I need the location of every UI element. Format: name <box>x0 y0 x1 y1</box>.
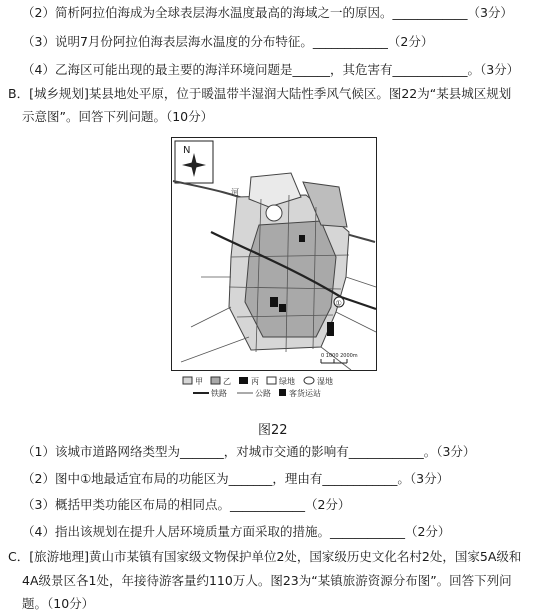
scale-label: 0 1000 2000m <box>321 353 358 359</box>
figure-caption: 图22 <box>258 423 288 438</box>
legend-jia: 甲 <box>195 377 203 386</box>
section-c-heading-end: 题。（10分） <box>22 596 95 611</box>
compass-icon <box>175 141 213 183</box>
legend-yi: 乙 <box>223 377 231 386</box>
legend-bing: 丙 <box>251 377 259 386</box>
legend-green: 绿地 <box>279 377 295 386</box>
legend-station: 客货运站 <box>289 389 321 398</box>
section-b-heading-cont: 示意图”。回答下列问题。（10分） <box>22 109 214 124</box>
question-2-text: （2）简析阿拉伯海成为全球表层海水温度最高的海域之一的原因。____________（3分） <box>22 5 513 20</box>
question-b3-text: （3）概括甲类功能区布局的相同点。____________（2分） <box>22 497 351 512</box>
question-3-text: （3）说明7月份阿拉伯海表层海水温度的分布特征。____________（2分） <box>22 34 434 49</box>
question-b1-text: （1）该城市道路网络类型为_______，对城市交通的影响有____________。（3分） <box>22 444 476 459</box>
legend-railway: 铁路 <box>211 389 227 398</box>
question-b2-text: （2）图中①地最适宜布局的功能区为_______，理由有____________。（3分） <box>22 471 450 486</box>
section-b-heading: B．[城乡规划]某县地处平原，位于暖温带半湿润大陆性季风气候区。图22为“某县城区规划 <box>8 86 512 101</box>
legend-wetland: 湿地 <box>317 377 333 386</box>
compass-label: N <box>183 145 191 156</box>
question-4-text: （4）乙海区可能出现的最主要的海洋环境问题是______，其危害有____________。（3分） <box>22 62 520 77</box>
section-c-heading: C．[旅游地理]黄山市某镇有国家级文物保护单位2处，国家级历史文化名村2处，国家5A级和 <box>8 549 522 564</box>
county-planning-map <box>171 137 377 431</box>
section-c-heading-cont: 4A级景区各1处，年接待游客量约110万人。图23为“某镇旅游资源分布图”。回答下列问 <box>22 573 512 588</box>
river-label: 河 <box>231 188 239 197</box>
site-1-label: ① <box>335 299 342 308</box>
legend-road: 公路 <box>255 389 271 398</box>
question-b4-text: （4）指出该规划在提升人居环境质量方面采取的措施。____________（2分） <box>22 524 451 539</box>
